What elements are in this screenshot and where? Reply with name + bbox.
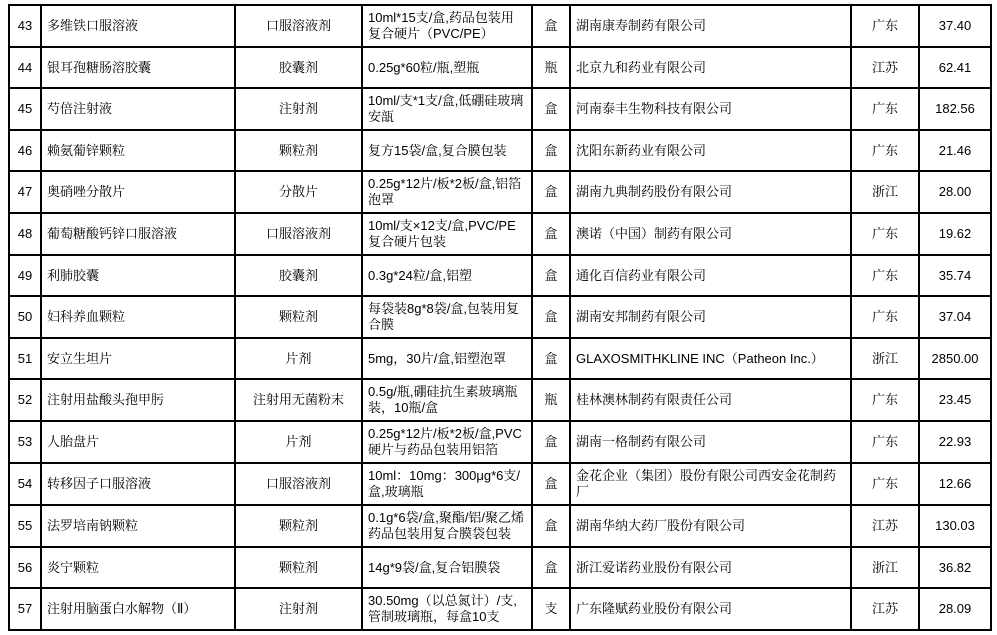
unit-cell: 盒 (532, 171, 570, 213)
drug-name-cell: 人胎盘片 (41, 421, 235, 463)
unit-cell: 盒 (532, 505, 570, 547)
province-cell: 广东 (851, 421, 919, 463)
price-cell: 36.82 (919, 547, 991, 588)
table-row (9, 130, 991, 171)
spec-cell: 14g*9袋/盒,复合铝膜袋 (362, 547, 532, 588)
unit-cell: 盒 (532, 255, 570, 296)
manufacturer-cell: 通化百信药业有限公司 (570, 255, 851, 296)
row-number-cell: 45 (9, 88, 41, 130)
drug-name-cell: 利肺胶囊 (41, 255, 235, 296)
drug-name-cell: 芍倍注射液 (41, 88, 235, 130)
drug-name-cell: 转移因子口服溶液 (41, 463, 235, 505)
unit-cell: 瓶 (532, 47, 570, 88)
table-row (9, 547, 991, 588)
table-row (9, 171, 991, 213)
spec-cell: 复方15袋/盒,复合膜包装 (362, 130, 532, 171)
table-row (9, 338, 991, 379)
price-cell: 37.40 (919, 5, 991, 47)
drug-name-cell: 法罗培南钠颗粒 (41, 505, 235, 547)
drug-name-cell: 炎宁颗粒 (41, 547, 235, 588)
drug-name-cell: 注射用盐酸头孢甲肟 (41, 379, 235, 421)
row-number-cell: 56 (9, 547, 41, 588)
province-cell: 江苏 (851, 588, 919, 630)
dosage-form-cell: 片剂 (235, 421, 362, 463)
drug-name-cell: 妇科养血颗粒 (41, 296, 235, 338)
manufacturer-cell: 湖南安邦制药有限公司 (570, 296, 851, 338)
spec-cell: 10ml*15支/盒,药品包装用复合硬片（PVC/PE） (362, 5, 532, 47)
table-row (9, 296, 991, 338)
price-cell: 22.93 (919, 421, 991, 463)
drug-name-cell: 银耳孢糖肠溶胶囊 (41, 47, 235, 88)
unit-cell: 盒 (532, 130, 570, 171)
spec-cell: 10ml/支*1支/盒,低硼硅玻璃安瓿 (362, 88, 532, 130)
dosage-form-cell: 注射用无菌粉末 (235, 379, 362, 421)
price-cell: 28.09 (919, 588, 991, 630)
unit-cell: 盒 (532, 296, 570, 338)
unit-cell: 支 (532, 588, 570, 630)
drug-name-cell: 赖氨葡锌颗粒 (41, 130, 235, 171)
dosage-form-cell: 口服溶液剂 (235, 463, 362, 505)
table-row (9, 47, 991, 88)
drug-name-cell: 多维铁口服溶液 (41, 5, 235, 47)
spec-cell: 0.25g*12片/板*2板/盒,铝箔泡罩 (362, 171, 532, 213)
dosage-form-cell: 胶囊剂 (235, 255, 362, 296)
manufacturer-cell: 沈阳东新药业有限公司 (570, 130, 851, 171)
table-row (9, 379, 991, 421)
row-number-cell: 52 (9, 379, 41, 421)
row-number-cell: 47 (9, 171, 41, 213)
province-cell: 广东 (851, 463, 919, 505)
dosage-form-cell: 胶囊剂 (235, 47, 362, 88)
unit-cell: 盒 (532, 213, 570, 255)
manufacturer-cell: 河南泰丰生物科技有限公司 (570, 88, 851, 130)
row-number-cell: 48 (9, 213, 41, 255)
price-cell: 19.62 (919, 213, 991, 255)
price-cell: 130.03 (919, 505, 991, 547)
dosage-form-cell: 注射剂 (235, 588, 362, 630)
unit-cell: 盒 (532, 547, 570, 588)
table-row (9, 88, 991, 130)
drug-name-cell: 葡萄糖酸钙锌口服溶液 (41, 213, 235, 255)
spec-cell: 5mg，30片/盒,铝塑泡罩 (362, 338, 532, 379)
spec-cell: 0.25g*12片/板*2板/盒,PVC硬片与药品包装用铝箔 (362, 421, 532, 463)
spec-cell: 0.5g/瓶,硼硅抗生素玻璃瓶装，10瓶/盒 (362, 379, 532, 421)
row-number-cell: 49 (9, 255, 41, 296)
unit-cell: 盒 (532, 421, 570, 463)
province-cell: 浙江 (851, 171, 919, 213)
manufacturer-cell: 湖南康寿制药有限公司 (570, 5, 851, 47)
unit-cell: 盒 (532, 5, 570, 47)
price-cell: 182.56 (919, 88, 991, 130)
dosage-form-cell: 分散片 (235, 171, 362, 213)
row-number-cell: 51 (9, 338, 41, 379)
manufacturer-cell: 浙江爱诺药业股份有限公司 (570, 547, 851, 588)
table-row (9, 463, 991, 505)
price-cell: 2850.00 (919, 338, 991, 379)
manufacturer-cell: 北京九和药业有限公司 (570, 47, 851, 88)
dosage-form-cell: 注射剂 (235, 88, 362, 130)
dosage-form-cell: 颗粒剂 (235, 130, 362, 171)
manufacturer-cell: 湖南一格制药有限公司 (570, 421, 851, 463)
price-cell: 28.00 (919, 171, 991, 213)
table-row (9, 588, 991, 630)
spec-cell: 10ml：10mg：300μg*6支/盒,玻璃瓶 (362, 463, 532, 505)
spec-cell: 0.3g*24粒/盒,铝塑 (362, 255, 532, 296)
table-body (9, 5, 991, 630)
table-row (9, 505, 991, 547)
row-number-cell: 55 (9, 505, 41, 547)
province-cell: 江苏 (851, 47, 919, 88)
row-number-cell: 57 (9, 588, 41, 630)
price-cell: 35.74 (919, 255, 991, 296)
spec-cell: 10ml/支×12支/盒,PVC/PE复合硬片包装 (362, 213, 532, 255)
province-cell: 浙江 (851, 338, 919, 379)
manufacturer-cell: GLAXOSMITHKLINE INC（Patheon Inc.） (570, 338, 851, 379)
manufacturer-cell: 湖南九典制药股份有限公司 (570, 171, 851, 213)
spec-cell: 0.1g*6袋/盒,聚酯/铝/聚乙烯药品包装用复合膜袋包装 (362, 505, 532, 547)
unit-cell: 瓶 (532, 379, 570, 421)
drug-name-cell: 安立生坦片 (41, 338, 235, 379)
province-cell: 浙江 (851, 547, 919, 588)
province-cell: 广东 (851, 255, 919, 296)
province-cell: 广东 (851, 213, 919, 255)
unit-cell: 盒 (532, 338, 570, 379)
manufacturer-cell: 桂林澳林制药有限责任公司 (570, 379, 851, 421)
spec-cell: 30.50mg（以总氮计）/支,管制玻璃瓶，每盒10支 (362, 588, 532, 630)
dosage-form-cell: 颗粒剂 (235, 296, 362, 338)
drug-name-cell: 注射用脑蛋白水解物（Ⅱ） (41, 588, 235, 630)
row-number-cell: 54 (9, 463, 41, 505)
manufacturer-cell: 湖南华纳大药厂股份有限公司 (570, 505, 851, 547)
manufacturer-cell: 澳诺（中国）制药有限公司 (570, 213, 851, 255)
price-cell: 62.41 (919, 47, 991, 88)
province-cell: 江苏 (851, 505, 919, 547)
table-row (9, 421, 991, 463)
manufacturer-cell: 金花企业（集团）股份有限公司西安金花制药厂 (570, 463, 851, 505)
unit-cell: 盒 (532, 463, 570, 505)
spec-cell: 0.25g*60粒/瓶,塑瓶 (362, 47, 532, 88)
dosage-form-cell: 口服溶液剂 (235, 213, 362, 255)
price-cell: 12.66 (919, 463, 991, 505)
row-number-cell: 53 (9, 421, 41, 463)
table-row (9, 213, 991, 255)
province-cell: 广东 (851, 379, 919, 421)
province-cell: 广东 (851, 5, 919, 47)
row-number-cell: 50 (9, 296, 41, 338)
dosage-form-cell: 颗粒剂 (235, 547, 362, 588)
row-number-cell: 44 (9, 47, 41, 88)
price-cell: 23.45 (919, 379, 991, 421)
dosage-form-cell: 片剂 (235, 338, 362, 379)
drug-name-cell: 奥硝唑分散片 (41, 171, 235, 213)
province-cell: 广东 (851, 296, 919, 338)
table-row (9, 255, 991, 296)
drug-price-table (8, 4, 992, 631)
province-cell: 广东 (851, 130, 919, 171)
dosage-form-cell: 口服溶液剂 (235, 5, 362, 47)
manufacturer-cell: 广东隆赋药业股份有限公司 (570, 588, 851, 630)
province-cell: 广东 (851, 88, 919, 130)
price-cell: 21.46 (919, 130, 991, 171)
table-row (9, 5, 991, 47)
price-cell: 37.04 (919, 296, 991, 338)
spec-cell: 每袋装8g*8袋/盒,包装用复合膜 (362, 296, 532, 338)
row-number-cell: 46 (9, 130, 41, 171)
row-number-cell: 43 (9, 5, 41, 47)
dosage-form-cell: 颗粒剂 (235, 505, 362, 547)
unit-cell: 盒 (532, 88, 570, 130)
